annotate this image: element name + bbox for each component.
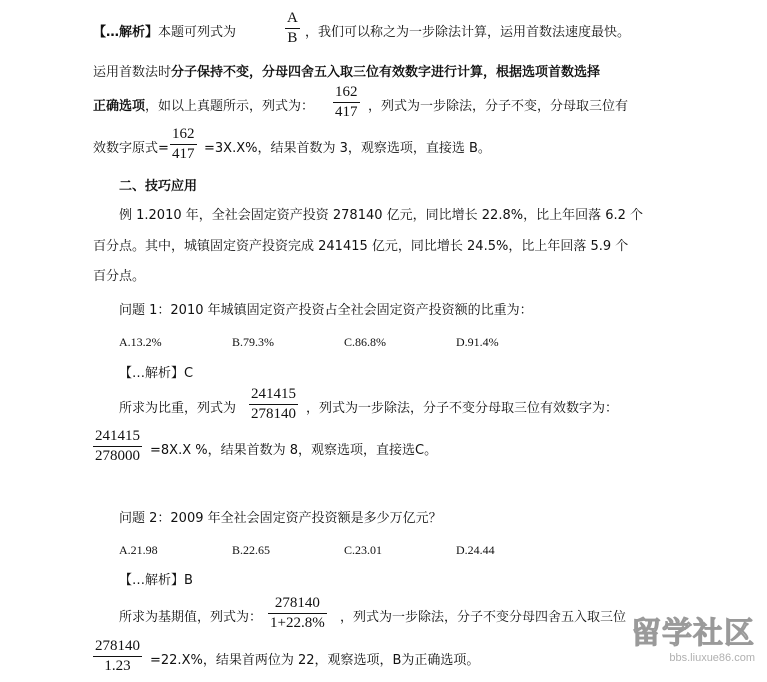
fraction-241415-278140: [249, 386, 298, 423]
q2-solution-line-2-tail: [150, 652, 479, 670]
fraction-bar: [268, 613, 327, 614]
text: ，如以上真题所示，列式为：: [145, 99, 315, 114]
fraction-a-b: [285, 10, 300, 47]
q2-solution-line-1-tail: [340, 609, 626, 627]
fraction-denominator: 417: [172, 146, 195, 162]
q2-option-a: A.21.98: [119, 543, 158, 557]
fraction-bar: [285, 28, 300, 29]
analysis-line-4-tail: [204, 140, 491, 158]
fraction-numerator: 278140: [95, 638, 140, 654]
bold-text: 分子保持不变，分母四舍五入取三位有效数字进行计算，根据选项首数选择: [171, 65, 601, 80]
text: ，列式为一步除法，分子不变，分母取三位有: [368, 99, 629, 114]
analysis-line-1-tail: [305, 24, 630, 42]
q1-option-c: C.86.8%: [344, 335, 386, 349]
fraction-numerator: 241415: [95, 428, 140, 444]
text: 所求为比重，列式为: [119, 401, 237, 416]
fraction-bar: [170, 144, 197, 145]
watermark-title: 留学社区: [631, 616, 755, 651]
fraction-denominator: 278000: [95, 448, 140, 464]
fraction-denominator: 417: [335, 104, 358, 120]
text: 本题可列式为: [158, 25, 237, 40]
fraction-bar: [93, 446, 142, 447]
watermark: [631, 608, 755, 664]
fraction-bar: [249, 404, 298, 405]
text: ，列式为一步除法，分子不变分母取三位有效数字为：: [306, 401, 619, 416]
fraction-denominator: B: [287, 30, 298, 46]
fraction-numerator: 278140: [274, 595, 320, 611]
q1-answer-label: 【…解析】C: [119, 366, 194, 381]
q1-solution-line-1-tail: [306, 400, 618, 418]
q1-option-b: B.79.3%: [232, 335, 274, 349]
fraction-denominator: 1.23: [104, 658, 131, 674]
analysis-line-3-tail: [368, 98, 628, 116]
q2-option-b: B.22.65: [232, 543, 271, 557]
analysis-line-2: [93, 64, 600, 82]
fraction-162-417-b: [170, 126, 197, 163]
analysis-line-4: [93, 140, 169, 158]
question-2: 问题 2：2009 年全社会固定资产投资额是多少万亿元？: [119, 511, 442, 526]
fraction-numerator: 162: [335, 84, 358, 100]
fraction-numerator: 162: [172, 126, 195, 142]
section-title: 二、技巧应用: [119, 179, 198, 194]
text: 运用首数法时: [93, 65, 172, 80]
example-line-1: 例 1.2010 年，全社会固定资产投资 278140 亿元，同比增长 22.8%，比上年回落 6.2 个: [119, 208, 644, 223]
q1-option-a: A.13.2%: [119, 335, 162, 349]
bold-text: 正确选项: [93, 99, 146, 114]
fraction-162-417: [333, 84, 360, 121]
fraction-numerator: A: [287, 10, 298, 26]
fraction-bar: [93, 656, 142, 657]
fraction-denominator: 1+22.8%: [270, 615, 325, 631]
question-1: 问题 1：2010 年城镇固定资产投资占全社会固定资产投资额的比重为：: [119, 303, 533, 318]
q1-option-d: D.91.4%: [456, 335, 499, 349]
fraction-278140-1-23: [93, 638, 142, 675]
analysis-line-3: [93, 98, 314, 116]
q1-solution-line-2-tail: [150, 442, 437, 460]
fraction-278140-over-1-plus-rate: [268, 595, 327, 632]
text: =22.X%，结果首两位为 22，观察选项，B为正确选项。: [150, 653, 480, 668]
q2-solution-line-1: [119, 609, 262, 627]
example-line-3: 百分点。: [93, 269, 146, 284]
fraction-denominator: 278140: [251, 406, 296, 422]
watermark-url: bbs.liuxue86.com: [669, 652, 755, 664]
analysis-label: 【…解析】: [93, 25, 159, 40]
q1-solution-line-1: [119, 400, 236, 418]
analysis-line-1: [93, 24, 236, 42]
text: ，我们可以称之为一步除法计算，运用首数法速度最快。: [305, 25, 631, 40]
text: ，列式为一步除法，分子不变分母四舍五入取三位: [340, 610, 627, 625]
fraction-numerator: 241415: [251, 386, 296, 402]
text: =3X.X%，结果首数为 3，观察选项，直接选 B。: [204, 141, 491, 156]
fraction-241415-278000: [93, 428, 142, 465]
q2-answer-label: 【…解析】B: [119, 573, 193, 588]
text: =8X.X %，结果首数为 8，观察选项，直接选C。: [150, 443, 438, 458]
example-line-2: 百分点。其中，城镇固定资产投资完成 241415 亿元，同比增长 24.5%，比上年回落 5.9 个: [93, 239, 629, 254]
q2-option-c: C.23.01: [344, 543, 383, 557]
q2-option-d: D.24.44: [456, 543, 495, 557]
text: 所求为基期值，列式为：: [119, 610, 263, 625]
text: 效数字原式=: [93, 141, 169, 156]
fraction-bar: [333, 102, 360, 103]
